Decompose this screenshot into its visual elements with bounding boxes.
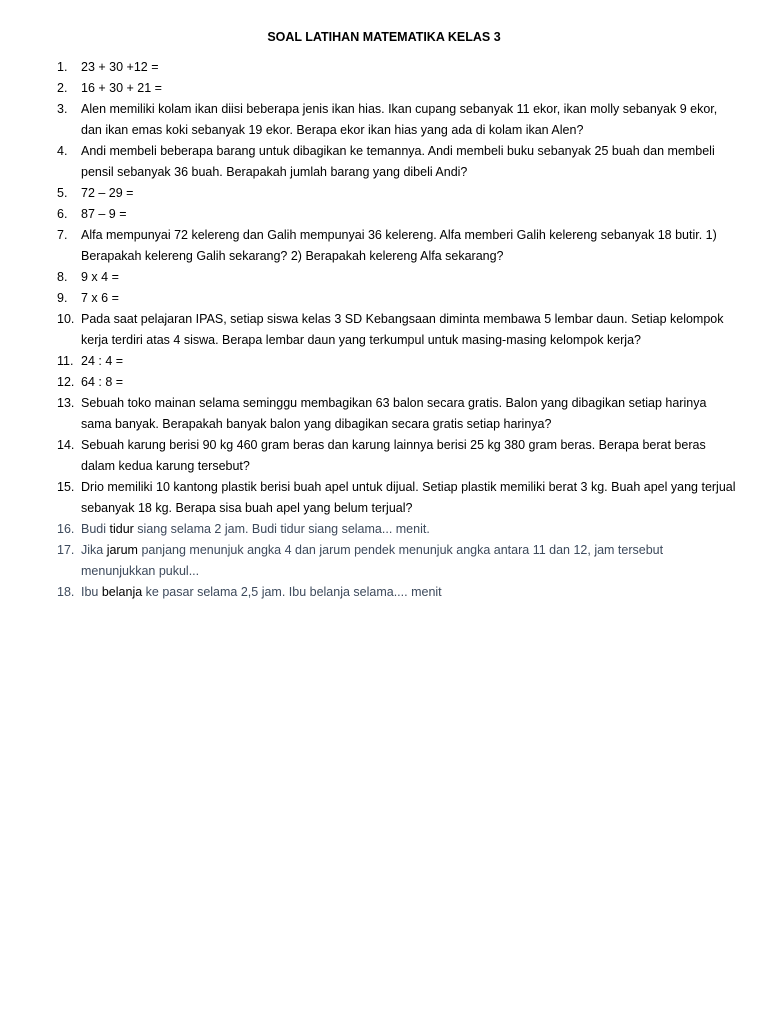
question-text: Alen memiliki kolam ikan diisi beberapa jenis ikan hias. Ikan cupang sebanyak 11 ekor, ikan molly sebanyak 9 ekor, dan ikan emas koki sebanyak 19 ekor. Berapa ekor ikan hias yang ada di kolam ikan Alen? [81, 102, 718, 137]
question-number: 8. [57, 270, 68, 284]
question-text-end: panjang menunjuk angka 4 dan jarum pendek menunjuk angka antara 11 dan 12, jam tersebut menunjukkan pukul... [81, 543, 664, 578]
question-text: 72 – 29 = [81, 186, 134, 200]
question-number: 9. [57, 291, 68, 305]
question-item [57, 393, 737, 435]
question-item [57, 99, 737, 141]
question-item [57, 582, 737, 603]
question-item [57, 351, 737, 372]
question-item [57, 309, 737, 351]
question-item [57, 183, 737, 204]
question-number: 11. [57, 354, 74, 368]
question-item [57, 225, 737, 267]
question-text: Andi membeli beberapa barang untuk dibagikan ke temannya. Andi membeli buku sebanyak 25 buah dan membeli pensil sebanyak 36 buah. Berapakah jumlah barang yang dibeli Andi? [81, 144, 715, 179]
question-text-start: Budi [81, 522, 110, 536]
question-number: 7. [57, 228, 68, 242]
question-text-emphasis: belanja [101, 585, 143, 599]
question-number: 1. [57, 60, 68, 74]
question-text-emphasis: jarum [106, 543, 138, 557]
question-text-start: Ibu [81, 585, 102, 599]
question-number: 4. [57, 144, 68, 158]
question-text: Alfa mempunyai 72 kelereng dan Galih mempunyai 36 kelereng. Alfa memberi Galih kelereng sebanyak 18 butir. 1) Berapakah kelereng Galih sekarang? 2) Berapakah kelereng Alfa sekarang? [81, 228, 717, 263]
question-item [57, 435, 737, 477]
question-text: 16 + 30 + 21 = [81, 81, 162, 95]
question-item [57, 288, 737, 309]
question-text: 87 – 9 = [81, 207, 127, 221]
question-item [57, 141, 737, 183]
question-text: 24 : 4 = [81, 354, 124, 368]
question-text-emphasis: tidur [109, 522, 134, 536]
question-item [57, 519, 737, 540]
question-item [57, 477, 737, 519]
question-number: 12. [57, 375, 75, 389]
question-item [57, 540, 737, 582]
question-number: 2. [57, 81, 68, 95]
question-number: 3. [57, 102, 68, 116]
question-number: 17. [57, 543, 75, 557]
question-item [57, 267, 737, 288]
question-item [57, 78, 737, 99]
question-text: 7 x 6 = [81, 291, 119, 305]
question-text: Pada saat pelajaran IPAS, setiap siswa kelas 3 SD Kebangsaan diminta membawa 5 lembar daun. Setiap kelompok kerja terdiri atas 4 siswa. Berapa lembar daun yang terkumpul untuk masing-masing kelompok kerja? [81, 312, 724, 347]
question-text: Sebuah karung berisi 90 kg 460 gram beras dan karung lainnya berisi 25 kg 380 gram beras. Berapa berat beras dalam kedua karung tersebut? [81, 438, 706, 473]
question-number: 16. [57, 522, 75, 536]
question-number: 15. [57, 480, 75, 494]
question-text-end: ke pasar selama 2,5 jam. Ibu belanja selama.... menit [142, 585, 442, 599]
question-list [57, 57, 737, 603]
question-item [57, 372, 737, 393]
question-number: 18. [57, 585, 75, 599]
question-text-end: siang selama 2 jam. Budi tidur siang selama... menit. [133, 522, 430, 536]
question-text: Drio memiliki 10 kantong plastik berisi buah apel untuk dijual. Setiap plastik memiliki berat 3 kg. Buah apel yang terjual sebanyak 18 kg. Berapa sisa buah apel yang belum terjual? [81, 480, 736, 515]
question-text: 9 x 4 = [81, 270, 119, 284]
question-item [57, 204, 737, 225]
question-text: 64 : 8 = [81, 375, 124, 389]
question-number: 13. [57, 396, 75, 410]
page-title: SOAL LATIHAN MATEMATIKA KELAS 3 [267, 30, 501, 44]
question-item [57, 57, 737, 78]
question-text-start: Jika [81, 543, 107, 557]
question-number: 5. [57, 186, 68, 200]
question-number: 14. [57, 438, 75, 452]
question-number: 6. [57, 207, 68, 221]
question-number: 10. [57, 312, 75, 326]
question-text: 23 + 30 +12 = [81, 60, 159, 74]
question-text: Sebuah toko mainan selama seminggu membagikan 63 balon secara gratis. Balon yang dibagikan setiap harinya sama banyak. Berapakah banyak balon yang dibagikan secara gratis setiap harinya? [81, 396, 707, 431]
